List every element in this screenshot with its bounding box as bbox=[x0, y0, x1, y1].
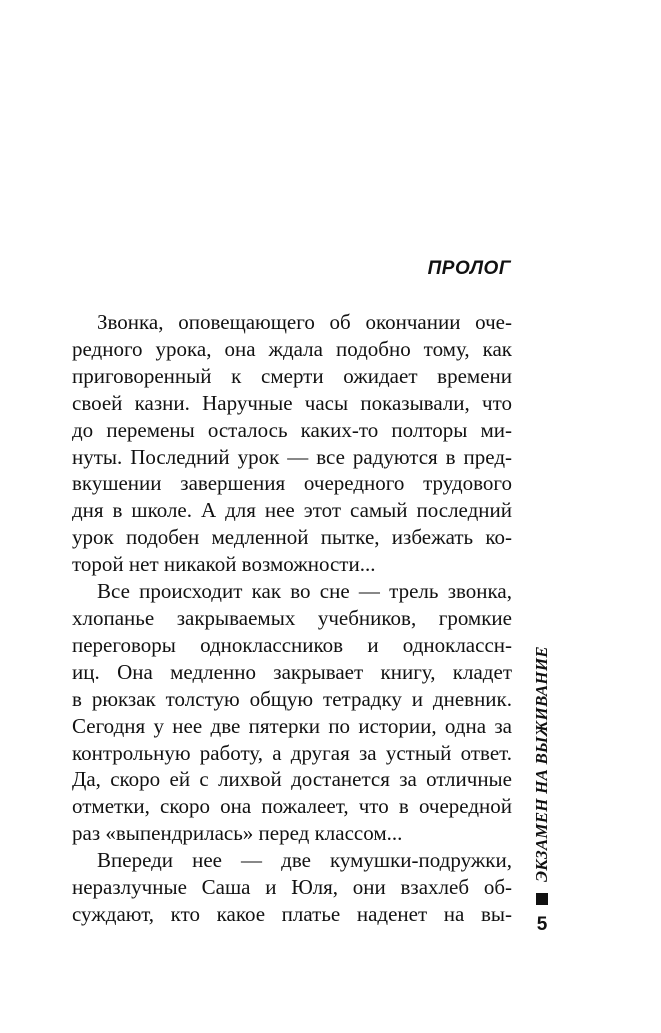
text-line: Все происходит как во сне — трель звонка, bbox=[97, 579, 512, 604]
text-line: редного урока, она ждала подобно тому, как bbox=[72, 336, 512, 361]
text-line: Впереди нее — две кумушки-подружки, bbox=[97, 848, 512, 873]
text-line: Сегодня у нее две пятерки по истории, одна за bbox=[72, 713, 512, 738]
text-line: приговоренный к смерти ожидает времени bbox=[72, 363, 512, 388]
text-line: Звонка, оповещающего об окончании оче- bbox=[97, 310, 512, 334]
text-line: до перемены осталось каких-то полторы ми- bbox=[72, 417, 512, 442]
text-line: переговоры одноклассников и одноклассн- bbox=[72, 632, 512, 657]
text-line: урок подобен медленной пытке, избежать ко- bbox=[72, 525, 512, 550]
text-line: дня в школе. А для нее этот самый последний bbox=[72, 498, 512, 523]
chapter-title: ПРОЛОГ bbox=[427, 258, 511, 279]
paragraph-1 bbox=[72, 309, 512, 578]
text-line: своей казни. Наручные часы показывали, что bbox=[72, 390, 512, 415]
paragraph-2 bbox=[72, 578, 512, 847]
text-line: Да, скоро ей с лихвой достанется за отличные bbox=[72, 767, 512, 792]
body-text bbox=[72, 309, 512, 928]
running-head bbox=[527, 646, 557, 882]
text-line: контрольную работу, а другая за устный ответ. bbox=[72, 740, 512, 765]
text-line: раз «выпендрилась» перед классом... bbox=[72, 821, 403, 846]
text-line: суждают, кто какое платье наденет на вы- bbox=[72, 901, 512, 926]
text-line: торой нет никакой возможности... bbox=[72, 552, 376, 577]
text-line: хлопанье закрываемых учебников, громкие bbox=[72, 605, 512, 630]
text-line: отметки, скоро она пожалеет, что в очередной bbox=[72, 794, 512, 819]
text-line: нуты. Последний урок — все радуются в пред- bbox=[72, 444, 512, 469]
text-line: в рюкзак толстую общую тетрадку и дневник. bbox=[72, 686, 512, 711]
running-head-title: ЭКЗАМЕН НА ВЫЖИВАНИЕ bbox=[532, 646, 551, 882]
text-line: вкушении завершения очередного трудового bbox=[72, 471, 512, 496]
square-marker-icon bbox=[536, 893, 548, 905]
text-line: иц. Она медленно закрывает книгу, кладет bbox=[72, 659, 512, 684]
paragraph-3 bbox=[72, 847, 512, 928]
page-number: 5 bbox=[536, 914, 548, 935]
text-line: неразлучные Саша и Юля, они взахлеб об- bbox=[72, 875, 512, 900]
